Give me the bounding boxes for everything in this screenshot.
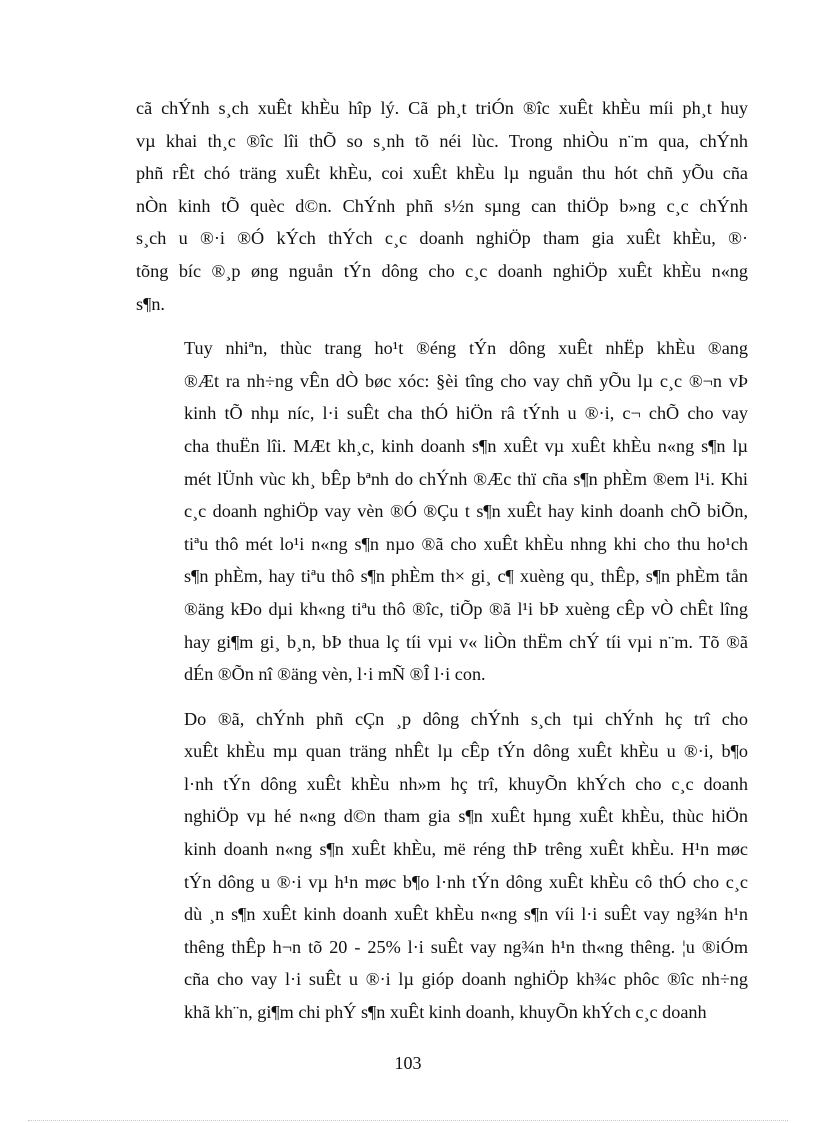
- text-line: s¸ch u ®·i ®Ó kÝch thÝch c¸c doanh nghiÖp tham gia xuÊt khÈu, ®·: [136, 228, 748, 249]
- text-line: kinh doanh n«ng s¶n xuÊt khÈu, më réng thÞ trêng xuÊt khÈu. H¹n møc: [184, 839, 748, 860]
- text-line: khã kh¨n, gi¶m chi phÝ s¶n xuÊt kinh doanh, khuyÕn khÝch c¸c doanh: [184, 1002, 707, 1023]
- text-line: mét lÜnh vùc kh¸ bÊp bªnh do chÝnh ®Æc thï cña s¶n phÈm ®em l¹i. Khi: [184, 468, 748, 489]
- text-line: Tuy nhiªn, thùc trang ho¹t ®éng tÝn dông xuÊt nhËp khÈu ®ang: [184, 338, 748, 359]
- text-line: ®Æt ra nh÷ng vÊn dÒ bøc xóc: §èi tîng cho vay chñ yÕu lµ c¸c ®¬n vÞ: [184, 370, 748, 391]
- page-number: 103: [394, 1053, 422, 1073]
- text-line: cha thuËn lîi. MÆt kh¸c, kinh doanh s¶n xuÊt vµ xuÊt khÈu n«ng s¶n lµ: [184, 435, 748, 456]
- text-line: s¶n.: [136, 293, 165, 314]
- text-line: hay gi¶m gi¸ b¸n, bÞ thua lç tíi vµi v« liÒn thËm chÝ tíi vµi n¨m. Tõ ®ã: [184, 631, 748, 652]
- text-line: tõng bíc ®¸p øng nguån tÝn dông cho c¸c doanh nghiÖp xuÊt khÈu n«ng: [136, 260, 748, 281]
- text-line: thêng thÊp h¬n tõ 20 - 25% l·i suÊt vay ng¾n h¹n th«ng thêng. ¦u ®iÓm: [184, 936, 748, 957]
- text-line: vµ khai th¸c ®îc lîi thÕ so s¸nh tõ néi lùc. Trong nhiÒu n¨m qua, chÝnh: [136, 130, 748, 151]
- paragraph: [136, 332, 748, 691]
- text-line: dÉn ®Õn nî ®äng vèn, l·i mÑ ®Î l·i con.: [184, 664, 486, 685]
- text-line: Do ®ã, chÝnh phñ cÇn ¸p dông chÝnh s¸ch tµi chÝnh hç trî cho: [184, 708, 748, 729]
- text-line: tiªu thô mét lo¹i n«ng s¶n nµo ®ã cho xuÊt khÈu nhng khi cho thu ho¹ch: [184, 533, 748, 554]
- text-line: phñ rÊt chó träng xuÊt khÈu, coi xuÊt khÈu lµ nguån thu hót chñ yÕu cña: [136, 163, 748, 184]
- text-line: cña cho vay l·i suÊt u ®·i lµ gióp doanh nghiÖp kh¾c phôc ®îc nh÷ng: [184, 969, 748, 990]
- paragraph: [136, 703, 748, 1029]
- text-line: s¶n phÈm, hay tiªu thô s¶n phÈm th× gi¸ c¶ xuèng qu¸ thÊp, s¶n phÈm tån: [184, 566, 748, 587]
- body-text: [136, 92, 748, 1041]
- footer-divider: [28, 1120, 788, 1121]
- text-line: tÝn dông u ®·i vµ h¹n møc b¶o l·nh tÝn dông xuÊt khÈu cô thÓ cho c¸c: [184, 871, 748, 892]
- text-line: nghiÖp vµ hé n«ng d©n tham gia s¶n xuÊt hµng xuÊt khÈu, thùc hiÖn: [184, 806, 748, 827]
- text-line: dù ¸n s¶n xuÊt kinh doanh xuÊt khÈu n«ng s¶n víi l·i suÊt vay ng¾n h¹n: [184, 904, 748, 925]
- text-line: ®äng kÐo dµi kh«ng tiªu thô ®îc, tiÕp ®ã l¹i bÞ xuèng cÊp vÒ chÊt lîng: [184, 598, 748, 619]
- text-line: cã chÝnh s¸ch xuÊt khÈu hîp lý. Cã ph¸t triÓn ®îc xuÊt khÈu míi ph¸t huy: [136, 98, 748, 118]
- text-line: c¸c doanh nghiÖp vay vèn ®Ó ®Çu t s¶n xuÊt hay kinh doanh chÕ biÕn,: [184, 501, 748, 522]
- text-line: kinh tÕ nhµ níc, l·i suÊt cha thÓ hiÖn râ tÝnh u ®·i, c¬ chÕ cho vay: [184, 403, 748, 424]
- paragraph: [136, 92, 748, 320]
- text-line: xuÊt khÈu mµ quan träng nhÊt lµ cÊp tÝn dông xuÊt khÈu u ®·i, b¶o: [184, 741, 748, 762]
- text-line: nÒn kinh tÕ quèc d©n. ChÝnh phñ s½n sµng can thiÖp b»ng c¸c chÝnh: [136, 195, 748, 216]
- text-line: l·nh tÝn dông xuÊt khÈu nh»m hç trî, khuyÕn khÝch cho c¸c doanh: [184, 773, 748, 794]
